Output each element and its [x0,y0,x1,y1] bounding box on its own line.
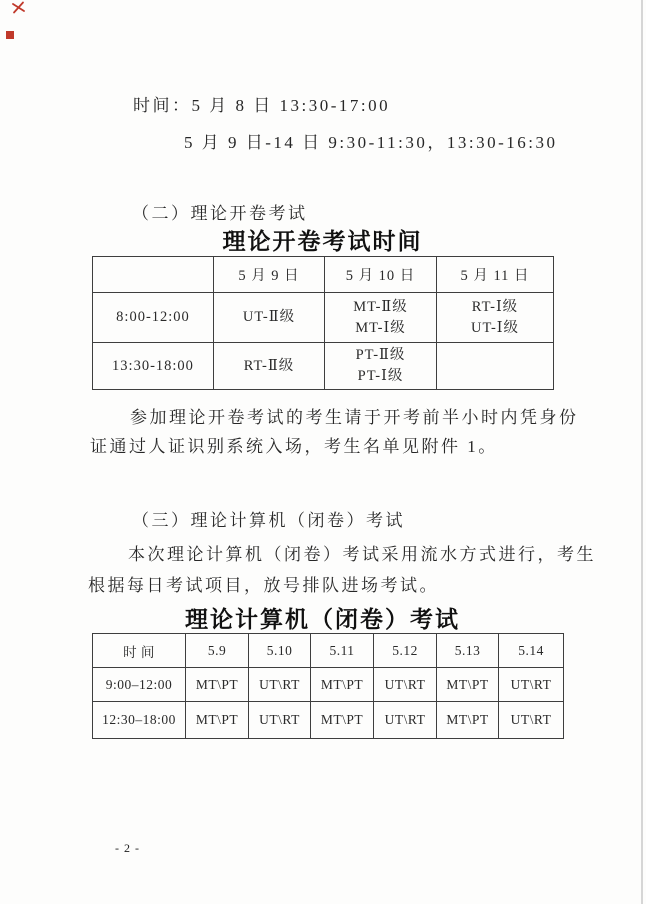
exam-cell: UT\RT [374,702,437,739]
red-square-mark [6,31,14,39]
open-book-note-line-2: 证通过人证识别系统入场，考生名单见附件 1。 [90,437,498,456]
header-5-11: 5.11 [311,634,374,668]
section-computer-heading: （三）理论计算机（闭卷）考试 [132,511,405,530]
table-row [93,293,554,343]
exam-cell: UT\RT [374,668,437,702]
computer-intro-line-1: 本次理论计算机（闭卷）考试采用流水方式进行，考生 [128,545,596,564]
exam-cell: UT\RT [499,702,564,739]
exam-cell: MT\PT [311,668,374,702]
exam-cell: MT\PT [311,702,374,739]
time-cell: 8:00-12:00 [93,293,214,343]
exam-cell: PT-Ⅱ级 PT-Ⅰ级 [325,343,437,390]
exam-cell: MT\PT [186,702,249,739]
computer-intro-line-2: 根据每日考试项目，放号排队进场考试。 [88,576,439,595]
header-5-14: 5.14 [499,634,564,668]
open-book-schedule-table [92,256,554,390]
exam-cell: MT\PT [186,668,249,702]
table-header-row [93,634,564,668]
computer-table-title: 理论计算机（闭卷）考试 [185,607,460,632]
exam-time-line-2: 5 月 9 日-14 日 9:30-11:30，13:30-16:30 [184,133,558,152]
header-5-10: 5.10 [249,634,311,668]
page-number: - 2 - [115,841,140,855]
time-cell: 13:30-18:00 [93,343,214,390]
header-time: 时 间 [93,634,186,668]
table-row [93,668,564,702]
exam-cell: MT\PT [437,668,499,702]
table-row [93,343,554,390]
exam-cell: MT\PT [437,702,499,739]
exam-cell-empty [437,343,554,390]
header-may-11: 5 月 11 日 [437,257,554,293]
table-row [93,702,564,739]
exam-time-line-1: 时间：5 月 8 日 13:30-17:00 [133,96,391,115]
exam-cell: RT-Ⅰ级 UT-Ⅰ级 [437,293,554,343]
header-5-9: 5.9 [186,634,249,668]
time-cell: 12:30–18:00 [93,702,186,739]
exam-cell: UT\RT [249,702,311,739]
exam-cell: UT-Ⅱ级 [214,293,325,343]
header-5-12: 5.12 [374,634,437,668]
scan-edge-line [641,0,643,904]
exam-cell: UT\RT [499,668,564,702]
exam-cell: RT-Ⅱ级 [214,343,325,390]
exam-cell: MT-Ⅱ级 MT-Ⅰ级 [325,293,437,343]
header-may-9: 5 月 9 日 [214,257,325,293]
header-5-13: 5.13 [437,634,499,668]
computer-schedule-table [92,633,564,739]
exam-cell: UT\RT [249,668,311,702]
time-cell: 9:00–12:00 [93,668,186,702]
open-book-note-line-1: 参加理论开卷考试的考生请于开考前半小时内凭身份 [130,408,579,427]
open-book-table-title: 理论开卷考试时间 [222,229,423,254]
section-open-book-heading: （二）理论开卷考试 [132,204,308,223]
red-x-mark [11,1,26,14]
table-header-row [93,257,554,293]
header-may-10: 5 月 10 日 [325,257,437,293]
header-empty-cell [93,257,214,293]
